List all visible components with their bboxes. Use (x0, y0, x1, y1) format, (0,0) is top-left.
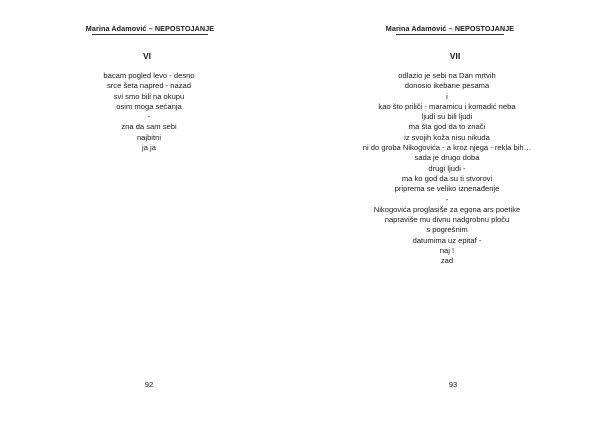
poem-line: kao što priliči - maramicu i komadić neba (378, 101, 516, 111)
poem-body (0, 71, 299, 153)
poem-line: sada je drugo doba (414, 153, 480, 163)
poem-title: VI (142, 51, 152, 61)
poem-line: priprema se veliko iznenađenje (394, 184, 500, 194)
poem-line: zad (440, 256, 454, 266)
poem-line: - (147, 112, 151, 122)
header-underline (92, 34, 208, 35)
running-head: Marina Adamović – NEPOSTOJANJE (385, 24, 515, 33)
poem-line: srce šeta napred - nazad (106, 81, 191, 91)
poem-line: donosio ikebane pesama (404, 81, 490, 91)
poem-line: datumima uz epitaf - (412, 235, 482, 245)
poem-line: bacam pogled levo - desno (103, 71, 195, 80)
poem-line: ni do groba Nikogovića - a kroz njega - rekla bih… (362, 143, 532, 153)
page-number: 92 (144, 380, 154, 389)
poem-line: ljudi su bili ljudi (421, 112, 473, 122)
running-head: Marina Adamović – NEPOSTOJANJE (85, 24, 215, 33)
poem-body (297, 71, 597, 267)
poem-line: osim moga sećanja (116, 101, 182, 111)
poem-line: iz svojih koža nisu nikuda (404, 132, 490, 142)
poem-line: - (445, 194, 449, 204)
poem-line: drugi ljudi - (428, 163, 466, 173)
poem-line: s pogrešnim (426, 225, 468, 235)
poem-line: zna da sam sebi (121, 122, 177, 132)
page-number: 93 (448, 380, 458, 389)
poem-line: ma ko god da su ti stvorovi (401, 173, 493, 183)
poem-line: ja ja (142, 143, 156, 153)
poem-line: napraviše mu divnu nadgrobnu ploču (384, 215, 510, 225)
poem-line: naj ! (439, 246, 455, 256)
header-underline (396, 34, 504, 35)
poem-line: najbitni (136, 132, 162, 142)
poem-line: svi smo bili na okupu (113, 91, 185, 101)
poem-title: VII (449, 51, 461, 61)
poem-line: Nikogovića proglasiše za egona ars poetike (373, 204, 521, 214)
poem-line: i (446, 91, 448, 101)
poem-line: odlazio je sebi na Dan mrtvih (398, 71, 496, 80)
poem-line: ma šta god da to znači (408, 122, 486, 132)
right-page (300, 0, 600, 425)
